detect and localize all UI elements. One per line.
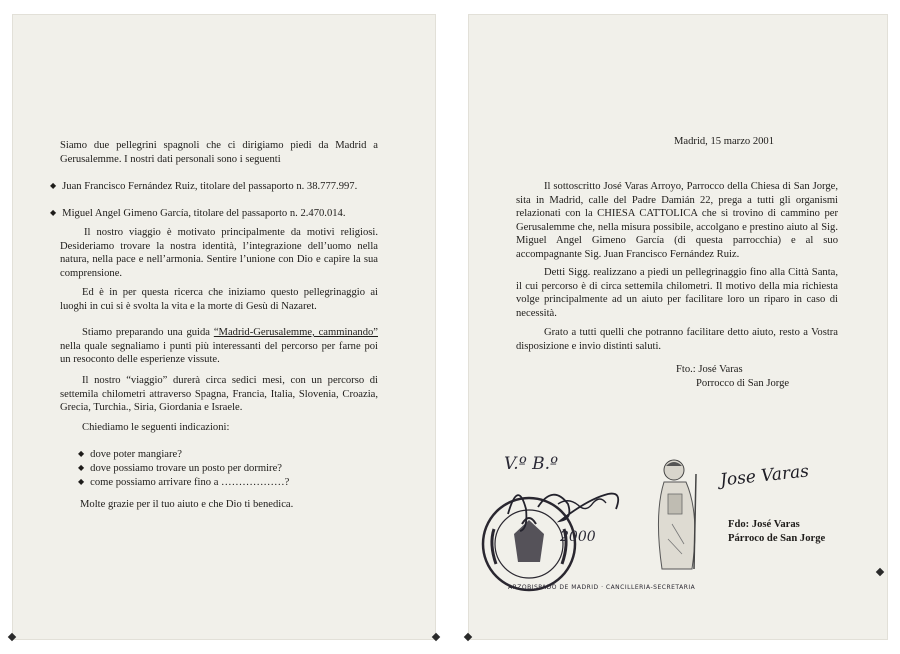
purpose-paragraph: Detti Sigg. realizzano a piedi un pellegrinaggio fino alla Città Santa, il cui percorso è di circa settemila chilometri. Il motivo della mia richiesta volge principalmente ad un aiuto per facilitare loro un riparo in caso di necessità. — [516, 267, 838, 319]
right-letter-page — [468, 14, 888, 640]
diamond-bullet-icon: ◆ — [50, 181, 57, 190]
diamond-bullet-icon: ◆ — [78, 449, 85, 458]
vb-handwriting: V.º B.º — [504, 454, 558, 474]
handwritten-date: 2000 — [560, 529, 596, 545]
letter-date: Madrid, 15 marzo 2001 — [674, 136, 775, 147]
declaration-paragraph: Il sottoscritto José Varas Arroyo, Parrocco della Chiesa di San Jorge, sita in Madrid, calle del Padre Damián 22, prega a tutti gli organismi relazionati con la CHIESA CATTOLICA che si trovino di cammino per Gerusalemme che, nella misura possibile, accolgano e prestino aiuto al Sig. Miguel Angel Gimeno García (di questa parrocchia) e al suo accompagnante Sig. Juan Francisco Fernández Ruiz. — [516, 181, 838, 260]
guide-text-start: Stiamo preparando una guida — [82, 327, 214, 338]
fdo-title: Párroco de San Jorge — [728, 533, 826, 544]
corner-mark — [432, 633, 440, 641]
guide-text-end: nella quale segnaliamo i punti più interessanti del percorso per farne poi un resoconto delle esperienze vissute. — [60, 340, 378, 365]
diamond-bullet-icon: ◆ — [78, 477, 85, 486]
diamond-bullet-icon: ◆ — [50, 208, 57, 217]
fto-title: Porrocco di San Jorge — [696, 378, 790, 389]
left-letter-page — [12, 14, 436, 640]
diamond-bullet-icon: ◆ — [78, 463, 85, 472]
closing-paragraph: Grato a tutti quelli che potranno facilitare detto aiuto, resto a Vostra disposizione e invio distinti saluti. — [516, 327, 838, 352]
fto-name: Fto.: José Varas — [676, 364, 743, 375]
question-item — [78, 475, 289, 490]
pilgrim-drawing-icon — [644, 454, 714, 574]
thanks-line: Molte grazie per il tuo aiuto e che Dio ti benedica. — [80, 499, 294, 510]
person1-text: Juan Francisco Fernández Ruiz, titolare del passaporto n. 38.777.997. — [62, 181, 358, 192]
corner-mark — [8, 633, 16, 641]
seal-text: ARZOBISPADO DE MADRID · CANCILLERIA-SECRETARIA — [508, 584, 696, 591]
guide-paragraph — [60, 326, 378, 367]
jose-varas-signature: Jose Varas — [719, 461, 810, 491]
corner-mark — [464, 633, 472, 641]
guide-title: “Madrid-Gerusalemme, camminando” — [213, 327, 378, 338]
person2-line — [50, 206, 345, 221]
question-text: come possiamo arrivare fino a ………………? — [90, 477, 290, 488]
question-item — [78, 447, 182, 462]
question-text: dove poter mangiare? — [90, 449, 182, 460]
fdo-name: Fdo: José Varas — [728, 519, 800, 530]
person2-text: Miguel Angel Gimeno García, titolare del passaporto n. 2.470.014. — [62, 208, 346, 219]
person1-line — [50, 179, 357, 194]
intro-paragraph: Siamo due pellegrini spagnoli che ci dirigiamo piedi da Madrid a Gerusalemme. I nostri dati personali sono i seguenti — [60, 140, 378, 165]
journey-paragraph: Il nostro “viaggio” durerà circa sedici mesi, con un percorso di settemila chilometri attraverso Spagna, Francia, Italia, Slovenia, Croazia, Grecia, Turchia., Siria, Giordania e Israele. — [60, 375, 378, 413]
research-paragraph: Ed è in per questa ricerca che iniziamo questo pellegrinaggio ai luoghi in cui si è svolta la vita e la morte di Gesù di Nazaret. — [60, 287, 378, 312]
question-text: dove possiamo trovare un posto per dormire? — [90, 463, 282, 474]
ask-line: Chiediamo le seguenti indicazioni: — [82, 422, 230, 433]
motivation-paragraph: Il nostro viaggio è motivato principalmente da motivi religiosi. Desideriamo trovare la nostra identità, l’integrazione dell’uomo nella natura, nella pace e nell’armonia. Sentire l’unione con Dio e capire la sua comprensione. — [60, 227, 378, 279]
question-item — [78, 461, 282, 476]
corner-mark — [876, 568, 884, 576]
